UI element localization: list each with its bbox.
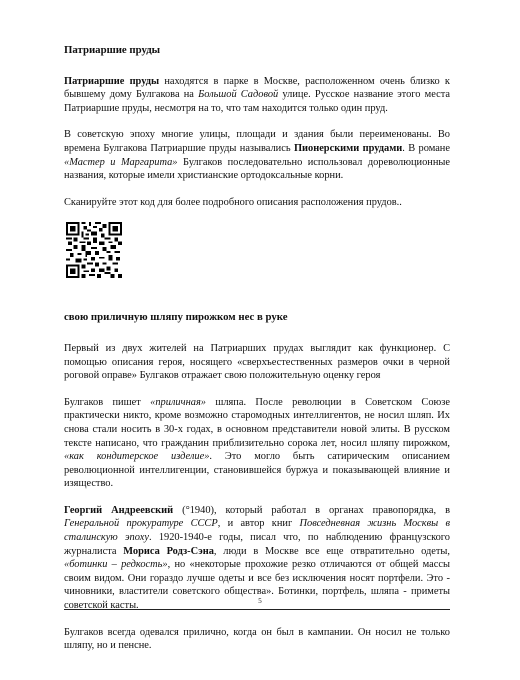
text-run: улице. Русское название этого места Патриаршие пруды, несмотря на то, что там находится только один пруд. xyxy=(64,89,450,114)
text-run: , и автор книг xyxy=(217,518,300,530)
bold-term: Георгий Андреевский xyxy=(64,504,174,516)
text-run: , но «некоторые прохожие резко отличаются от общей массы своим видом. Они гораздо лучше одеты и все без исключения носят портфели. Это - чиновники, властители советского общества». Ботинки, портфель, шляпа - приметы советской касты. xyxy=(64,559,450,612)
page-number: 5 xyxy=(258,597,262,605)
text-run: Булгаков последовательно использовал дореволюционные названия, которые имели христианские ортодоксальные корни. xyxy=(64,156,450,182)
paragraph-soviet-era xyxy=(64,128,450,182)
italic-term: «Мастер и Маргарита» xyxy=(64,156,178,168)
text-run: . 1920-1940-е годы, писал что, по наблюдению французского журналиста xyxy=(64,532,450,557)
paragraph-hat xyxy=(64,396,450,491)
paragraph-intro xyxy=(64,75,450,116)
italic-term: Генеральной прокуратуре СССР xyxy=(64,518,218,530)
italic-term: «как кондитерское изделие» xyxy=(64,451,210,463)
text-run: Булгаков пишет xyxy=(64,396,151,408)
italic-term: «приличная» xyxy=(150,396,206,408)
text-run: (°1940), который работал в органах правопорядка, в xyxy=(173,504,450,516)
text-run: , люди в Москве все еще отвратительно одеты, xyxy=(213,545,450,557)
text-run: находятся в парке в Москве, расположенном очень близко к бывшему дому Булгакова на xyxy=(64,75,450,101)
text-run: шляпа. После революции в Советском Союзе практически никто, кроме возможно старомодных интеллигентов, не носил шляп. Их снова стали носить в 30-х годах, в основном представители новой элиты. В русском тексте написано, что гражданин приблизительно сорока лет, носил шляпу пирожком, xyxy=(64,396,450,449)
text-run: В советскую эпоху многие улицы, площади и здания были переименованы. Во времена Булгакова Патриаршие пруды назывались xyxy=(64,129,450,154)
italic-term: «ботинки – редкость» xyxy=(64,559,168,571)
bold-term: Патриаршие пруды xyxy=(64,75,160,87)
section-title-hat: свою приличную шляпу пирожком нес в руке xyxy=(64,311,288,324)
text-run: . Это могло быть сатирическим описанием революционной интеллигенции, становившейся буржуа и показывающей влияние и изящество. xyxy=(64,451,451,490)
footer-divider xyxy=(64,609,450,610)
paragraph-scan-instruction: Сканируйте этот код для более подробного описания расположения прудов.. xyxy=(64,196,402,208)
italic-term: Повседневная жизнь Москвы в сталинскую эпоху xyxy=(64,518,450,544)
paragraph-functionary: Первый из двух жителей на Патриарших прудах выглядит как функционер. С помощью описания героя, носящего «сверхъестественных размеров очки в черной роговой оправе» Булгаков отражает свою положительную оценку героя xyxy=(64,342,450,382)
bold-term: Пионерскими прудами xyxy=(293,142,403,154)
bold-term: Мориса Родз-Сэна xyxy=(123,545,214,557)
section-title-patriarch-ponds: Патриаршие пруды xyxy=(64,44,161,56)
paragraph-bulgakov-dress: Булгаков всегда одевался прилично, когда он был в кампании. Он носил не только шляпу, но и пенсне. xyxy=(64,626,450,652)
qr-code-icon[interactable] xyxy=(66,222,122,278)
text-run: . В романе xyxy=(402,142,450,154)
italic-term: Большой Садовой xyxy=(198,89,279,101)
